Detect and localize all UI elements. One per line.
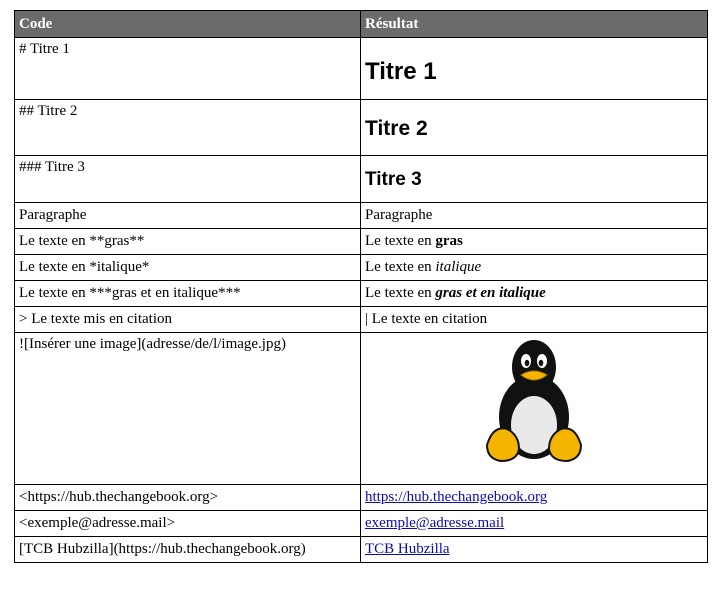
result-prefix: Le texte en [365,285,436,301]
table-row [15,156,708,203]
code-cell: Le texte en *italique* [15,255,361,281]
result-cell [361,38,708,100]
code-cell: <https://hub.thechangebook.org> [15,485,361,511]
code-cell: > Le texte mis en citation [15,307,361,333]
result-cell [361,229,708,255]
result-prefix: Le texte en [365,259,436,275]
result-cell [361,156,708,203]
result-column-header: Résultat [361,11,708,38]
code-cell: <exemple@adresse.mail> [15,511,361,537]
table-row [15,333,708,485]
code-cell: Le texte en **gras** [15,229,361,255]
table-row [15,38,708,100]
table-row [15,229,708,255]
table-row [15,485,708,511]
heading-2-example: Titre 2 [365,117,428,140]
table-row [15,281,708,307]
table-row [15,537,708,563]
code-cell: Paragraphe [15,203,361,229]
code-cell: [TCB Hubzilla](https://hub.thechangebook.org) [15,537,361,563]
code-cell: Le texte en ***gras et en italique*** [15,281,361,307]
table-row [15,255,708,281]
code-cell: # Titre 1 [15,38,361,100]
table-row [15,307,708,333]
result-cell: Paragraphe [361,203,708,229]
table-row [15,511,708,537]
email-link[interactable]: exemple@adresse.mail [365,515,505,531]
result-cell [361,100,708,156]
result-cell: | Le texte en citation [361,307,708,333]
code-column-header: Code [15,11,361,38]
italic-example: italique [435,259,482,275]
result-cell [361,511,708,537]
bold-italic-example: gras et en italique [435,285,546,301]
tux-penguin-icon [479,337,589,465]
table-row [15,203,708,229]
heading-3-example: Titre 3 [365,169,422,190]
result-cell [361,537,708,563]
header-row [15,11,708,38]
code-cell: ![Insérer une image](adresse/de/l/image.jpg) [15,333,361,485]
result-cell [361,281,708,307]
code-cell: ### Titre 3 [15,156,361,203]
heading-1-example: Titre 1 [365,58,437,85]
result-cell [361,485,708,511]
named-link[interactable]: TCB Hubzilla [365,541,450,557]
code-cell: ## Titre 2 [15,100,361,156]
table-row [15,100,708,156]
result-cell [361,255,708,281]
result-cell [361,333,708,485]
bold-example: gras [435,233,463,249]
result-prefix: Le texte en [365,233,436,249]
markdown-reference-table [14,10,708,563]
url-link[interactable]: https://hub.thechangebook.org [365,489,548,505]
